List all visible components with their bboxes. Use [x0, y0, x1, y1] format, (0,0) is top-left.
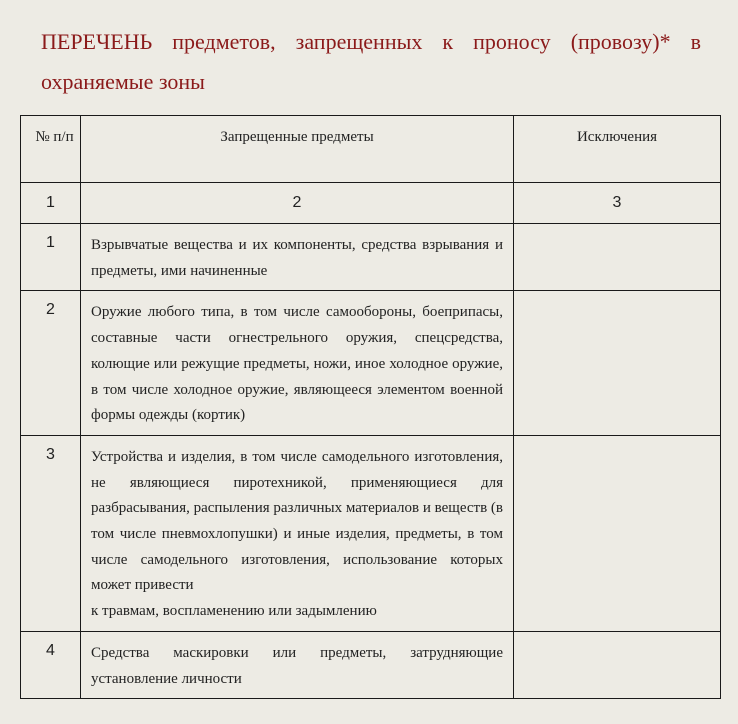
table-row	[21, 224, 721, 291]
table-row	[21, 631, 721, 698]
header-prohibited-items: Запрещенные предметы	[81, 116, 514, 183]
column-number: 3	[514, 183, 721, 224]
header-exceptions: Исключения	[514, 116, 721, 183]
row-description-main: Устройства и изделия, в том числе самодельного изготовления, не являющиеся пиротехникой, применяющиеся для разбрасывания, распыления различных материалов и веществ (в том числе пневмохлопушки) и иные изделия, предметы, в том числе самодельного изготовления, использование которых может привести	[91, 448, 504, 594]
row-description: Средства маскировки или предметы, затрудняющие установление личности	[81, 631, 514, 698]
table-row	[21, 291, 721, 436]
row-description: Оружие любого типа, в том числе самообороны, боеприпасы, составные части огнестрельного оружия, спецсредства, колющие или режущие предметы, ножи, иное холодное оружие, в том числе холодное оружие, являющееся элементом военной формы одежды (кортик)	[81, 291, 514, 436]
prohibited-items-table	[20, 115, 721, 699]
row-exception	[514, 291, 721, 436]
row-exception	[514, 631, 721, 698]
table-row	[21, 435, 721, 631]
header-number: № п/п	[21, 116, 81, 183]
row-number: 1	[21, 224, 81, 291]
column-number-row	[21, 183, 721, 224]
row-exception	[514, 435, 721, 631]
column-number: 2	[81, 183, 514, 224]
row-description: Взрывчатые вещества и их компоненты, средства взрывания и предметы, ими начиненные	[81, 224, 514, 291]
column-number: 1	[21, 183, 81, 224]
row-number: 4	[21, 631, 81, 698]
page-title: ПЕРЕЧЕНЬ предметов, запрещенных к проносу (провозу)* в охраняемые зоны	[41, 29, 701, 94]
table-header-row	[21, 116, 721, 183]
row-number: 3	[21, 435, 81, 631]
row-number: 2	[21, 291, 81, 436]
row-description-tail: к травмам, воспламенению или задымлению	[91, 603, 377, 620]
row-exception	[514, 224, 721, 291]
row-description	[81, 435, 514, 631]
